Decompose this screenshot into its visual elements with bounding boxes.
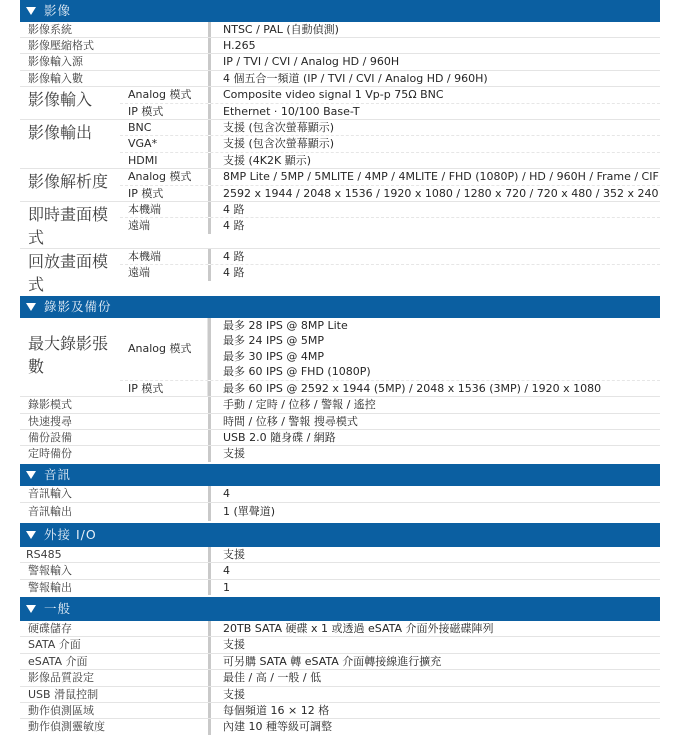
- spec-sublabel: 本機端: [128, 203, 161, 217]
- section-title: 影像: [44, 3, 72, 18]
- section-title: 外接 I/O: [44, 526, 97, 542]
- spec-label: SATA 介面: [28, 638, 81, 652]
- spec-value: 4 路: [208, 218, 660, 233]
- analog-value: 最多 60 IPS @ FHD (1080P): [223, 365, 371, 379]
- spec-row: [20, 71, 660, 87]
- spec-label: [20, 318, 120, 390]
- spec-value: 支援: [208, 687, 660, 702]
- spec-value: 手動 / 定時 / 位移 / 警報 / 遙控: [208, 397, 660, 412]
- spec-row: [20, 446, 660, 461]
- spec-label: 影像品質設定: [28, 671, 94, 685]
- spec-value: 8MP Lite / 5MP / 5MLITE / 4MP / 4MLITE / FHD (1080P) / HD / 960H / Frame / CIF: [208, 169, 660, 184]
- spec-value: Ethernet · 10/100 Base-T: [208, 104, 660, 119]
- spec-sublabel: 遠端: [128, 219, 150, 233]
- spec-label: 警報輸出: [28, 580, 72, 594]
- spec-label: 錄影模式: [28, 398, 72, 412]
- spec-value: 每個頻道 16 × 12 格: [208, 703, 660, 718]
- spec-label: 警報輸入: [28, 564, 72, 578]
- spec-value: 4 個五合一頻道 (IP / TVI / CVI / Analog HD / 960H): [208, 71, 660, 86]
- analog-value: 最多 28 IPS @ 8MP Lite: [223, 319, 348, 333]
- spec-label: 影像輸入源: [28, 55, 83, 69]
- spec-row: [20, 580, 660, 595]
- spec-row: [20, 719, 660, 734]
- spec-group-live-view: [20, 202, 660, 249]
- spec-row: [20, 486, 660, 503]
- spec-sublabel: VGA*: [128, 137, 158, 151]
- spec-label: 定時備份: [28, 447, 72, 461]
- spec-sublabel: IP 模式: [128, 186, 164, 200]
- spec-label: 硬碟儲存: [28, 621, 72, 635]
- spec-value: 4: [208, 486, 660, 502]
- section-title: 錄影及備份: [44, 299, 112, 315]
- triangle-down-icon: [26, 303, 36, 311]
- spec-value: NTSC / PAL (自動偵測): [208, 22, 660, 37]
- spec-value: 支援: [208, 637, 660, 652]
- spec-sublabel: IP 模式: [128, 104, 164, 118]
- spec-value: USB 2.0 隨身碟 / 網路: [208, 430, 660, 445]
- spec-label: eSATA 介面: [28, 654, 88, 668]
- triangle-down-icon: [26, 471, 36, 479]
- spec-group-video-output: [20, 120, 660, 169]
- max-record-label: 最大錄影張數: [28, 334, 109, 377]
- spec-row: [20, 637, 660, 653]
- spec-row: [20, 547, 660, 563]
- spec-row: [20, 670, 660, 686]
- spec-label: 音訊輸出: [28, 504, 72, 518]
- spec-label: RS485: [26, 547, 62, 561]
- spec-value: 1: [208, 580, 660, 595]
- spec-value: 最佳 / 高 / 一般 / 低: [208, 670, 660, 685]
- spec-label: 備份設備: [28, 430, 72, 444]
- analog-value: 最多 24 IPS @ 5MP: [223, 334, 324, 348]
- spec-value: H.265: [208, 38, 660, 53]
- spec-value: 支援 (包含次螢幕顯示): [208, 136, 660, 151]
- spec-group-max-record: [20, 318, 660, 397]
- section-header-general[interactable]: [20, 597, 660, 621]
- spec-value: 支援: [208, 547, 660, 562]
- spec-row: [20, 503, 660, 521]
- spec-value: Composite video signal 1 Vp-p 75Ω BNC: [208, 87, 660, 102]
- spec-label: 影像壓縮格式: [28, 39, 94, 52]
- spec-row: [20, 22, 660, 38]
- triangle-down-icon: [26, 7, 36, 15]
- spec-label: 影像系統: [28, 23, 72, 36]
- spec-sheet: [20, 0, 660, 735]
- spec-value: 4 路: [208, 265, 660, 280]
- spec-value: 20TB SATA 硬碟 x 1 或透過 eSATA 介面外接磁碟陣列: [208, 621, 660, 636]
- spec-label: 影像輸入數: [28, 71, 83, 85]
- spec-label: 影像輸入: [28, 90, 93, 110]
- spec-row: [20, 414, 660, 430]
- spec-row: [20, 54, 660, 70]
- spec-value: 時間 / 位移 / 警報 搜尋模式: [208, 414, 660, 429]
- spec-row: [20, 563, 660, 579]
- section-header-recording[interactable]: [20, 296, 660, 318]
- spec-value: 1 (單聲道): [208, 503, 660, 521]
- spec-value: 2592 x 1944 / 2048 x 1536 / 1920 x 1080 / 1280 x 720 / 720 x 480 / 352 x 240: [208, 186, 660, 201]
- section-header-audio[interactable]: [20, 464, 660, 486]
- spec-label: 動作偵測靈敏度: [28, 720, 105, 734]
- spec-label: 音訊輸入: [28, 486, 72, 500]
- section-header-external-io[interactable]: [20, 523, 660, 547]
- spec-sublabel: Analog 模式: [128, 88, 192, 102]
- analog-mode-label: Analog 模式: [128, 342, 192, 356]
- spec-row: [20, 654, 660, 670]
- spec-row: [20, 687, 660, 703]
- spec-row: [20, 621, 660, 637]
- spec-label: 快速搜尋: [28, 414, 72, 428]
- spec-label: USB 滑鼠控制: [28, 687, 99, 701]
- spec-value: 4 路: [208, 249, 660, 264]
- section-header-video[interactable]: [20, 0, 660, 22]
- spec-value: 可另購 SATA 轉 eSATA 介面轉接線進行擴充: [208, 654, 660, 669]
- spec-value: 4: [208, 563, 660, 578]
- spec-label: 影像解析度: [28, 172, 109, 192]
- spec-group-video-input: [20, 87, 660, 120]
- section-title: 一般: [44, 600, 72, 616]
- spec-value: 內建 10 種等級可調整: [208, 719, 660, 734]
- spec-label: 即時畫面模式: [28, 205, 109, 248]
- spec-row: [20, 703, 660, 719]
- spec-sublabel: IP 模式: [120, 381, 208, 396]
- spec-sublabel: 遠端: [128, 266, 150, 280]
- spec-value: IP / TVI / CVI / Analog HD / 960H: [208, 54, 660, 69]
- spec-value: [208, 318, 660, 380]
- spec-label: 回放畫面模式: [28, 252, 109, 295]
- spec-value: 支援 (4K2K 顯示): [208, 153, 660, 168]
- spec-group-playback: [20, 249, 660, 295]
- spec-value: 4 路: [208, 202, 660, 217]
- spec-sublabel: [120, 318, 208, 380]
- spec-sublabel: 本機端: [128, 250, 161, 264]
- spec-value: 支援: [208, 446, 660, 461]
- spec-value: 支援 (包含次螢幕顯示): [208, 120, 660, 135]
- spec-row: [20, 38, 660, 54]
- spec-row: [20, 397, 660, 413]
- spec-label: 動作偵測區域: [28, 703, 94, 717]
- spec-sublabel: HDMI: [128, 153, 158, 167]
- spec-sublabel: BNC: [128, 121, 152, 135]
- analog-value: 最多 30 IPS @ 4MP: [223, 349, 324, 363]
- spec-row: [20, 430, 660, 446]
- spec-group-resolution: [20, 169, 660, 202]
- triangle-down-icon: [26, 605, 36, 613]
- spec-label: 影像輸出: [28, 123, 93, 143]
- triangle-down-icon: [26, 531, 36, 539]
- spec-sublabel: Analog 模式: [128, 170, 192, 184]
- spec-value: 最多 60 IPS @ 2592 x 1944 (5MP) / 2048 x 1536 (3MP) / 1920 x 1080: [208, 381, 660, 396]
- section-title: 音訊: [44, 466, 72, 482]
